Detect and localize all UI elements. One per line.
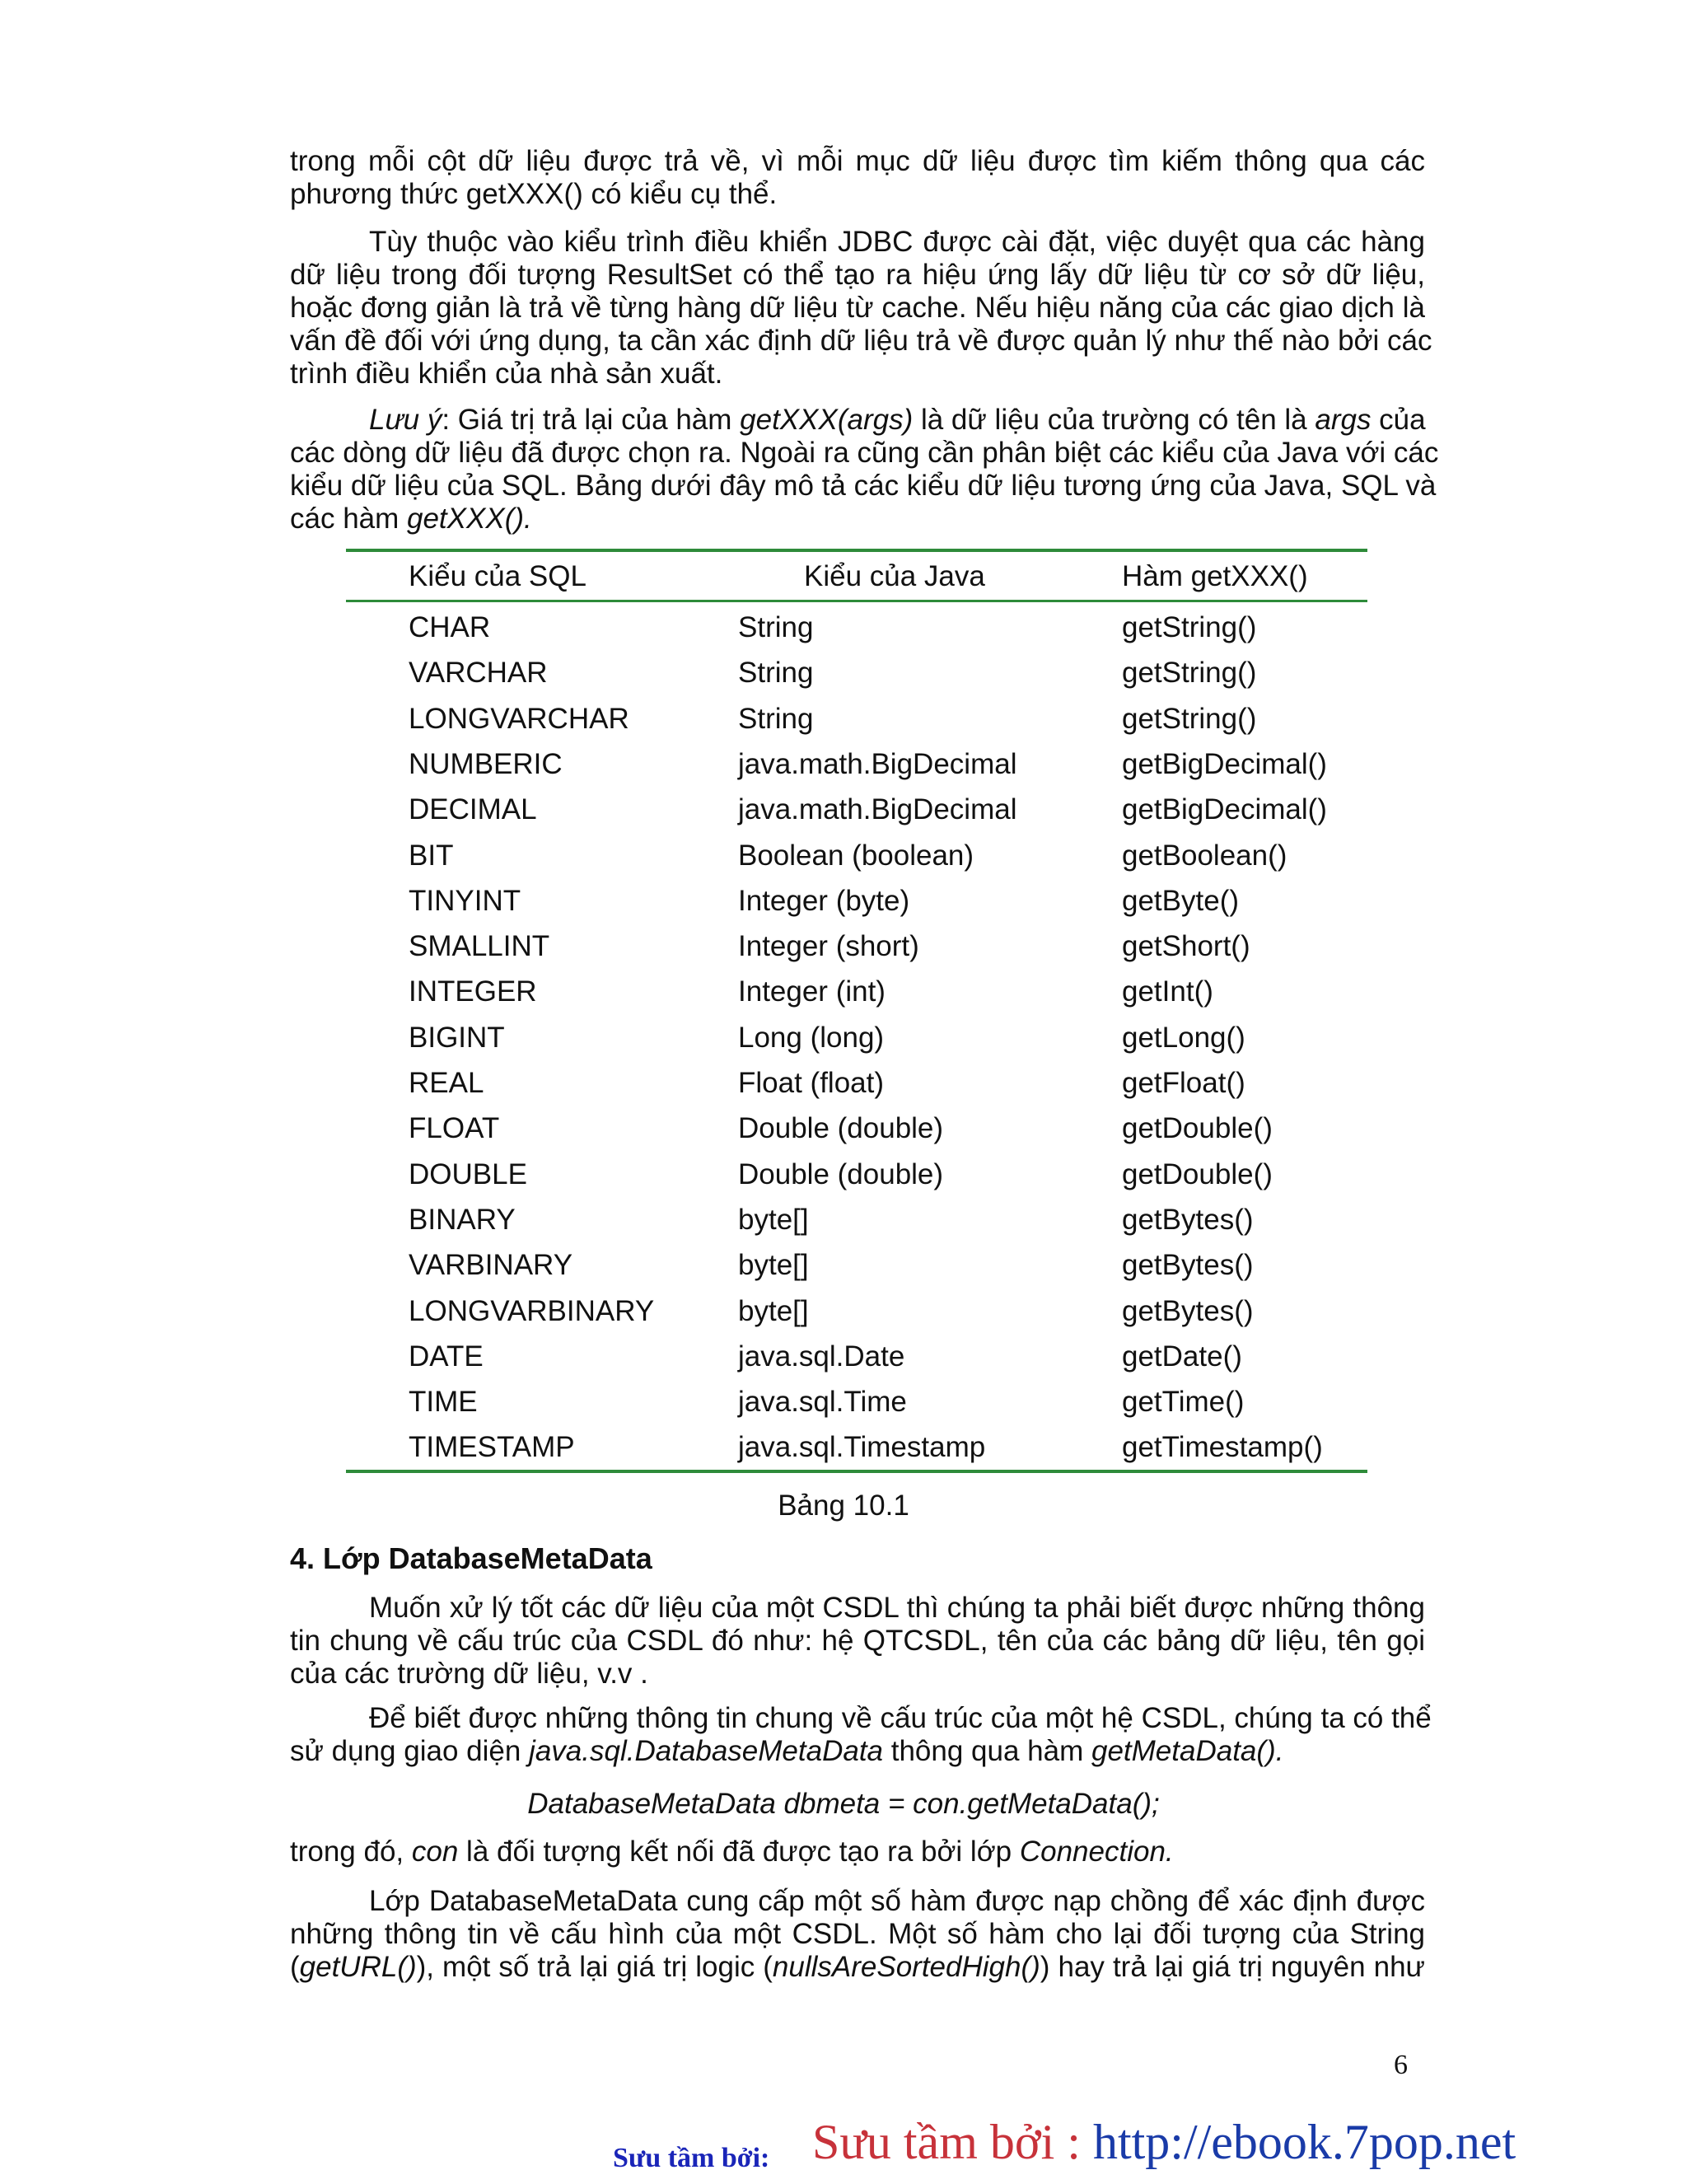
- table-row: [346, 878, 1367, 924]
- text-run: ) hay trả lại giá trị nguyên như: [1040, 1951, 1425, 1983]
- cell-getter: getBigDecimal(): [1122, 747, 1327, 780]
- table-row: [346, 924, 1367, 970]
- paragraph-4: [290, 1592, 1425, 1691]
- cell-java-type: java.sql.Time: [738, 1386, 907, 1419]
- page-number: 6: [1394, 2050, 1408, 2080]
- text-run: trong đó,: [290, 1836, 412, 1868]
- cell-sql-type: VARBINARY: [409, 1249, 573, 1282]
- cell-java-type: byte[]: [738, 1294, 809, 1327]
- text-line: [290, 1735, 1425, 1768]
- cell-java-type: String: [738, 657, 814, 690]
- table-row: [346, 833, 1367, 879]
- table-caption: Bảng 10.1: [778, 1490, 909, 1522]
- text-line: những thông tin về cấu hình của một CSDL. Một số hàm cho lại đối tượng của String: [290, 1918, 1425, 1950]
- cell-sql-type: BIGINT: [409, 1021, 505, 1054]
- table-bottom-rule: [346, 1470, 1367, 1473]
- paragraph-1: [290, 145, 1425, 211]
- cell-sql-type: DECIMAL: [409, 793, 537, 826]
- cell-sql-type: LONGVARCHAR: [409, 702, 629, 735]
- cell-getter: getBytes(): [1122, 1294, 1254, 1327]
- cell-getter: getDouble(): [1122, 1157, 1273, 1190]
- cell-sql-type: BINARY: [409, 1203, 516, 1236]
- table-row: [346, 787, 1367, 833]
- text-line: Để biết được những thông tin chung về cấu trúc của một hệ CSDL, chúng ta có thể: [369, 1702, 1432, 1734]
- table-row: [346, 741, 1367, 788]
- cell-java-type: String: [738, 702, 814, 735]
- note-label: Lưu ý: [369, 404, 442, 436]
- table-row: [346, 1060, 1367, 1106]
- cell-java-type: Integer (short): [738, 930, 919, 963]
- text-line: trình điều khiển của nhà sản xuất.: [290, 358, 723, 390]
- text-line: [290, 404, 1425, 437]
- text-run: ), một số trả lại giá trị logic (: [416, 1951, 773, 1983]
- cell-java-type: Integer (byte): [738, 884, 910, 917]
- cell-sql-type: DATE: [409, 1340, 484, 1373]
- text-line: Muốn xử lý tốt các dữ liệu của một CSDL thì chúng ta phải biết được những thông: [369, 1592, 1425, 1624]
- cell-java-type: java.sql.Date: [738, 1340, 905, 1373]
- cell-getter: getTime(): [1122, 1386, 1245, 1419]
- text-run: của: [1371, 404, 1426, 436]
- table-row: [346, 1334, 1367, 1380]
- text-run: args: [1315, 404, 1372, 436]
- text-run: getXXX().: [407, 503, 532, 535]
- text-line: [290, 503, 1425, 535]
- cell-sql-type: TIMESTAMP: [409, 1431, 575, 1464]
- table-row: [346, 969, 1367, 1015]
- cell-sql-type: TINYINT: [409, 884, 521, 917]
- text-line: kiểu dữ liệu của SQL. Bảng dưới đây mô tả các kiểu dữ liệu tương ứng của Java, SQL và: [290, 470, 1437, 502]
- table-row: [346, 1015, 1367, 1061]
- cell-getter: getFloat(): [1122, 1067, 1245, 1099]
- cell-getter: getInt(): [1122, 975, 1213, 1008]
- watermark-prefix: Sưu tầm bởi :: [812, 2115, 1093, 2169]
- cell-java-type: Double (double): [738, 1112, 944, 1145]
- code-line: DatabaseMetaData dbmeta = con.getMetaData();: [527, 1788, 1160, 1820]
- cell-java-type: Float (float): [738, 1067, 884, 1099]
- text-line: hoặc đơng giản là trả về từng hàng dữ liệu từ cache. Nếu hiệu năng của các giao dịch là: [290, 292, 1425, 324]
- text-run: sử dụng giao diện: [290, 1735, 530, 1767]
- paragraph-7: [290, 1885, 1425, 1984]
- table-row: [346, 650, 1367, 696]
- cell-sql-type: CHAR: [409, 611, 491, 643]
- cell-getter: getDouble(): [1122, 1112, 1273, 1145]
- cell-sql-type: VARCHAR: [409, 657, 548, 690]
- cell-java-type: java.math.BigDecimal: [738, 747, 1017, 780]
- cell-java-type: Long (long): [738, 1021, 885, 1054]
- cell-getter: getString(): [1122, 702, 1257, 735]
- table-row: [346, 1424, 1367, 1471]
- text-line: các dòng dữ liệu đã được chọn ra. Ngoài ra cũng cần phân biệt các kiểu của Java với các: [290, 437, 1439, 469]
- text-line: của các trường dữ liệu, v.v .: [290, 1658, 648, 1690]
- table-header-rule: [346, 600, 1367, 602]
- header-sql-type: Kiểu của SQL: [409, 560, 586, 592]
- text-run: (: [290, 1951, 300, 1983]
- text-run: java.sql.DatabaseMetaData: [529, 1735, 884, 1767]
- text-line: [290, 1951, 1425, 1984]
- text-line: tin chung về cấu trúc của CSDL đó như: hệ QTCSDL, tên của các bảng dữ liệu, tên gọi: [290, 1625, 1425, 1657]
- table-row: [346, 605, 1367, 651]
- cell-getter: getShort(): [1122, 930, 1250, 963]
- cell-java-type: Double (double): [738, 1157, 944, 1190]
- cell-java-type: Integer (int): [738, 975, 886, 1008]
- text-line: phương thức getXXX() có kiểu cụ thể.: [290, 178, 778, 210]
- section-heading: 4. Lớp DatabaseMetaData: [290, 1541, 652, 1575]
- cell-java-type: Boolean (boolean): [738, 839, 974, 872]
- table-row: [346, 1288, 1367, 1335]
- table-row: [346, 1197, 1367, 1243]
- cell-getter: getTimestamp(): [1122, 1431, 1323, 1464]
- cell-java-type: String: [738, 611, 814, 643]
- cell-java-type: byte[]: [738, 1249, 809, 1282]
- text-run: là đối tượng kết nối đã được tạo ra bởi lớp: [458, 1836, 1020, 1868]
- watermark: [812, 2114, 1516, 2171]
- table-row: [346, 696, 1367, 742]
- text-run: con: [411, 1836, 459, 1868]
- cell-sql-type: SMALLINT: [409, 930, 550, 963]
- cell-getter: getBoolean(): [1122, 839, 1287, 872]
- header-java-type: Kiểu của Java: [804, 560, 985, 592]
- cell-sql-type: TIME: [409, 1386, 478, 1419]
- text-line: Tùy thuộc vào kiểu trình điều khiển JDBC được cài đặt, việc duyệt qua các hàng: [369, 226, 1425, 258]
- table-header-row: [346, 554, 1367, 600]
- cell-getter: getBytes(): [1122, 1203, 1254, 1236]
- text-run: getXXX(args): [740, 404, 914, 436]
- cell-java-type: java.sql.Timestamp: [738, 1431, 986, 1464]
- cell-getter: getLong(): [1122, 1021, 1245, 1054]
- cell-getter: getString(): [1122, 611, 1257, 643]
- table-row: [346, 1106, 1367, 1152]
- cell-sql-type: BIT: [409, 839, 454, 872]
- text-run: getMetaData().: [1091, 1735, 1284, 1767]
- text-run: là dữ liệu của trường có tên là: [913, 404, 1315, 436]
- cell-sql-type: FLOAT: [409, 1112, 500, 1145]
- cell-java-type: byte[]: [738, 1203, 809, 1236]
- cell-getter: getBigDecimal(): [1122, 793, 1327, 826]
- header-getter: Hàm getXXX(): [1122, 560, 1308, 592]
- text-line: Lớp DatabaseMetaData cung cấp một số hàm được nạp chồng để xác định được: [369, 1885, 1425, 1917]
- text-line: dữ liệu trong đối tượng ResultSet có thể tạo ra hiệu ứng lấy dữ liệu từ cơ sở dữ liệu,: [290, 259, 1425, 291]
- watermark-url[interactable]: http://ebook.7pop.net: [1092, 2115, 1516, 2169]
- text-line: trong mỗi cột dữ liệu được trả về, vì mỗi mục dữ liệu được tìm kiếm thông qua các: [290, 145, 1425, 177]
- cell-sql-type: LONGVARBINARY: [409, 1294, 655, 1327]
- cell-getter: getString(): [1122, 657, 1257, 690]
- text-line: [290, 1836, 1425, 1868]
- table-row: [346, 1379, 1367, 1425]
- paragraph-5: [290, 1702, 1432, 1768]
- paragraph-2: [290, 226, 1432, 391]
- text-line: vấn đề đối với ứng dụng, ta cần xác định dữ liệu trả về được quản lý như thế nào bởi các: [290, 325, 1432, 357]
- cell-getter: getBytes(): [1122, 1249, 1254, 1282]
- text-run: các hàm: [290, 503, 407, 535]
- table-row: [346, 1242, 1367, 1288]
- text-run: nullsAreSortedHigh(): [772, 1951, 1040, 1983]
- cell-getter: getDate(): [1122, 1340, 1242, 1373]
- text-run: Connection.: [1019, 1836, 1174, 1868]
- cell-getter: getByte(): [1122, 884, 1239, 917]
- table-top-rule: [346, 549, 1367, 552]
- text-run: getURL(): [299, 1951, 417, 1983]
- cell-sql-type: DOUBLE: [409, 1157, 527, 1190]
- text-run: thông qua hàm: [883, 1735, 1091, 1767]
- cell-sql-type: NUMBERIC: [409, 747, 563, 780]
- cell-java-type: java.math.BigDecimal: [738, 793, 1017, 826]
- text-run: : Giá trị trả lại của hàm: [442, 404, 741, 436]
- paragraph-6: [290, 1836, 1425, 1868]
- footer-label: Sưu tầm bởi:: [613, 2143, 770, 2173]
- paragraph-3: [290, 404, 1439, 535]
- cell-sql-type: REAL: [409, 1067, 484, 1099]
- table-row: [346, 1152, 1367, 1198]
- cell-sql-type: INTEGER: [409, 975, 537, 1008]
